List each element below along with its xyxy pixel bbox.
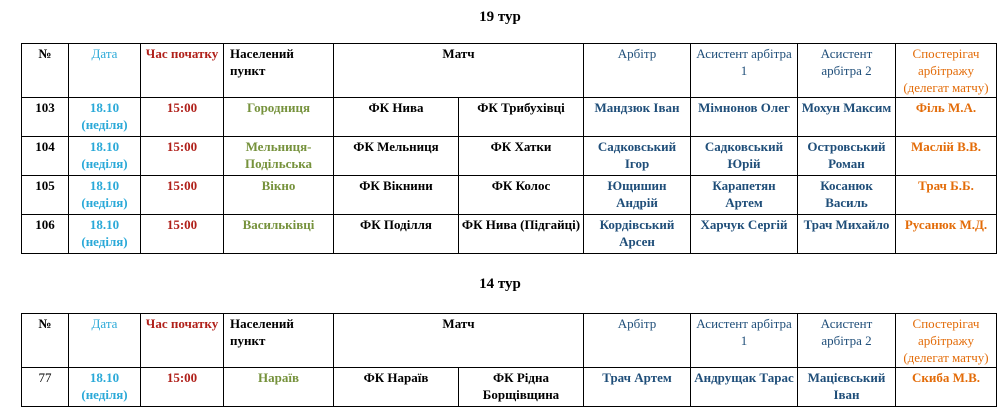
header-assistant2: Асистент арбітра 2: [798, 44, 896, 98]
header-num: №: [22, 314, 69, 368]
row-away-team: ФК Нива (Підгайці): [459, 215, 584, 254]
row-num: 105: [22, 176, 69, 215]
row-observer: Філь М.А.: [896, 98, 997, 137]
row-place: Нараїв: [224, 368, 334, 407]
table-row: [22, 137, 997, 176]
header-match: Матч: [334, 44, 584, 98]
table-header-row: [22, 314, 997, 368]
row-observer: Русанюк М.Д.: [896, 215, 997, 254]
row-home-team: ФК Вікнини: [334, 176, 459, 215]
row-assistant2: Мохун Максим: [798, 98, 896, 137]
row-observer: Трач Б.Б.: [896, 176, 997, 215]
row-observer: Скиба М.В.: [896, 368, 997, 407]
row-referee: Мандзюк Іван: [584, 98, 691, 137]
row-referee: Кордівський Арсен: [584, 215, 691, 254]
row-time: 15:00: [141, 368, 224, 407]
row-num: 106: [22, 215, 69, 254]
header-date: Дата: [69, 314, 141, 368]
row-observer: Маслій В.В.: [896, 137, 997, 176]
row-referee: Садковський Ігор: [584, 137, 691, 176]
row-time: 15:00: [141, 215, 224, 254]
row-assistant2: Островський Роман: [798, 137, 896, 176]
row-assistant2: Трач Михайло: [798, 215, 896, 254]
header-place: Населений пункт: [224, 314, 334, 368]
row-date: 18.10 (неділя): [69, 176, 141, 215]
table-row: [22, 176, 997, 215]
header-num: №: [22, 44, 69, 98]
row-time: 15:00: [141, 137, 224, 176]
header-time: Час початку: [141, 314, 224, 368]
header-observer: Спостерігач арбітражу (делегат матчу): [896, 44, 997, 98]
row-date: 18.10 (неділя): [69, 98, 141, 137]
row-referee: Ющишин Андрій: [584, 176, 691, 215]
row-assistant2: Мацієвський Іван: [798, 368, 896, 407]
row-num: 77: [22, 368, 69, 407]
row-away-team: ФК Колос: [459, 176, 584, 215]
row-place: Мельниця-Подільська: [224, 137, 334, 176]
table-row: [22, 98, 997, 137]
round-14-title: 14 тур: [479, 276, 521, 292]
row-time: 15:00: [141, 176, 224, 215]
row-date: 18.10 (неділя): [69, 137, 141, 176]
header-place: Населений пункт: [224, 44, 334, 98]
row-home-team: ФК Нива: [334, 98, 459, 137]
row-referee: Трач Артем: [584, 368, 691, 407]
row-place: Вікно: [224, 176, 334, 215]
header-assistant1: Асистент арбітра 1: [691, 314, 798, 368]
round-14-table: [21, 313, 997, 407]
header-assistant1: Асистент арбітра 1: [691, 44, 798, 98]
row-num: 103: [22, 98, 69, 137]
header-date: Дата: [69, 44, 141, 98]
row-away-team: ФК Хатки: [459, 137, 584, 176]
row-place: Васильківці: [224, 215, 334, 254]
row-assistant1: Карапетян Артем: [691, 176, 798, 215]
table-row: [22, 215, 997, 254]
row-date: 18.10 (неділя): [69, 215, 141, 254]
row-assistant1: Мімнонов Олег: [691, 98, 798, 137]
row-assistant2: Косанюк Василь: [798, 176, 896, 215]
row-home-team: ФК Нараїв: [334, 368, 459, 407]
row-time: 15:00: [141, 98, 224, 137]
table-row: [22, 368, 997, 407]
row-home-team: ФК Мельниця: [334, 137, 459, 176]
header-time: Час початку: [141, 44, 224, 98]
row-away-team: ФК Рідна Борщівщина: [459, 368, 584, 407]
round-19-title: 19 тур: [479, 9, 521, 25]
row-place: Городниця: [224, 98, 334, 137]
header-observer: Спостерігач арбітражу (делегат матчу): [896, 314, 997, 368]
header-assistant2: Асистент арбітра 2: [798, 314, 896, 368]
row-date: 18.10 (неділя): [69, 368, 141, 407]
row-num: 104: [22, 137, 69, 176]
header-referee: Арбітр: [584, 44, 691, 98]
row-assistant1: Харчук Сергій: [691, 215, 798, 254]
round-19-table: [21, 43, 997, 254]
row-assistant1: Андрущак Тарас: [691, 368, 798, 407]
row-away-team: ФК Трибухівці: [459, 98, 584, 137]
header-match: Матч: [334, 314, 584, 368]
row-home-team: ФК Поділля: [334, 215, 459, 254]
row-assistant1: Садковський Юрій: [691, 137, 798, 176]
header-referee: Арбітр: [584, 314, 691, 368]
table-header-row: [22, 44, 997, 98]
